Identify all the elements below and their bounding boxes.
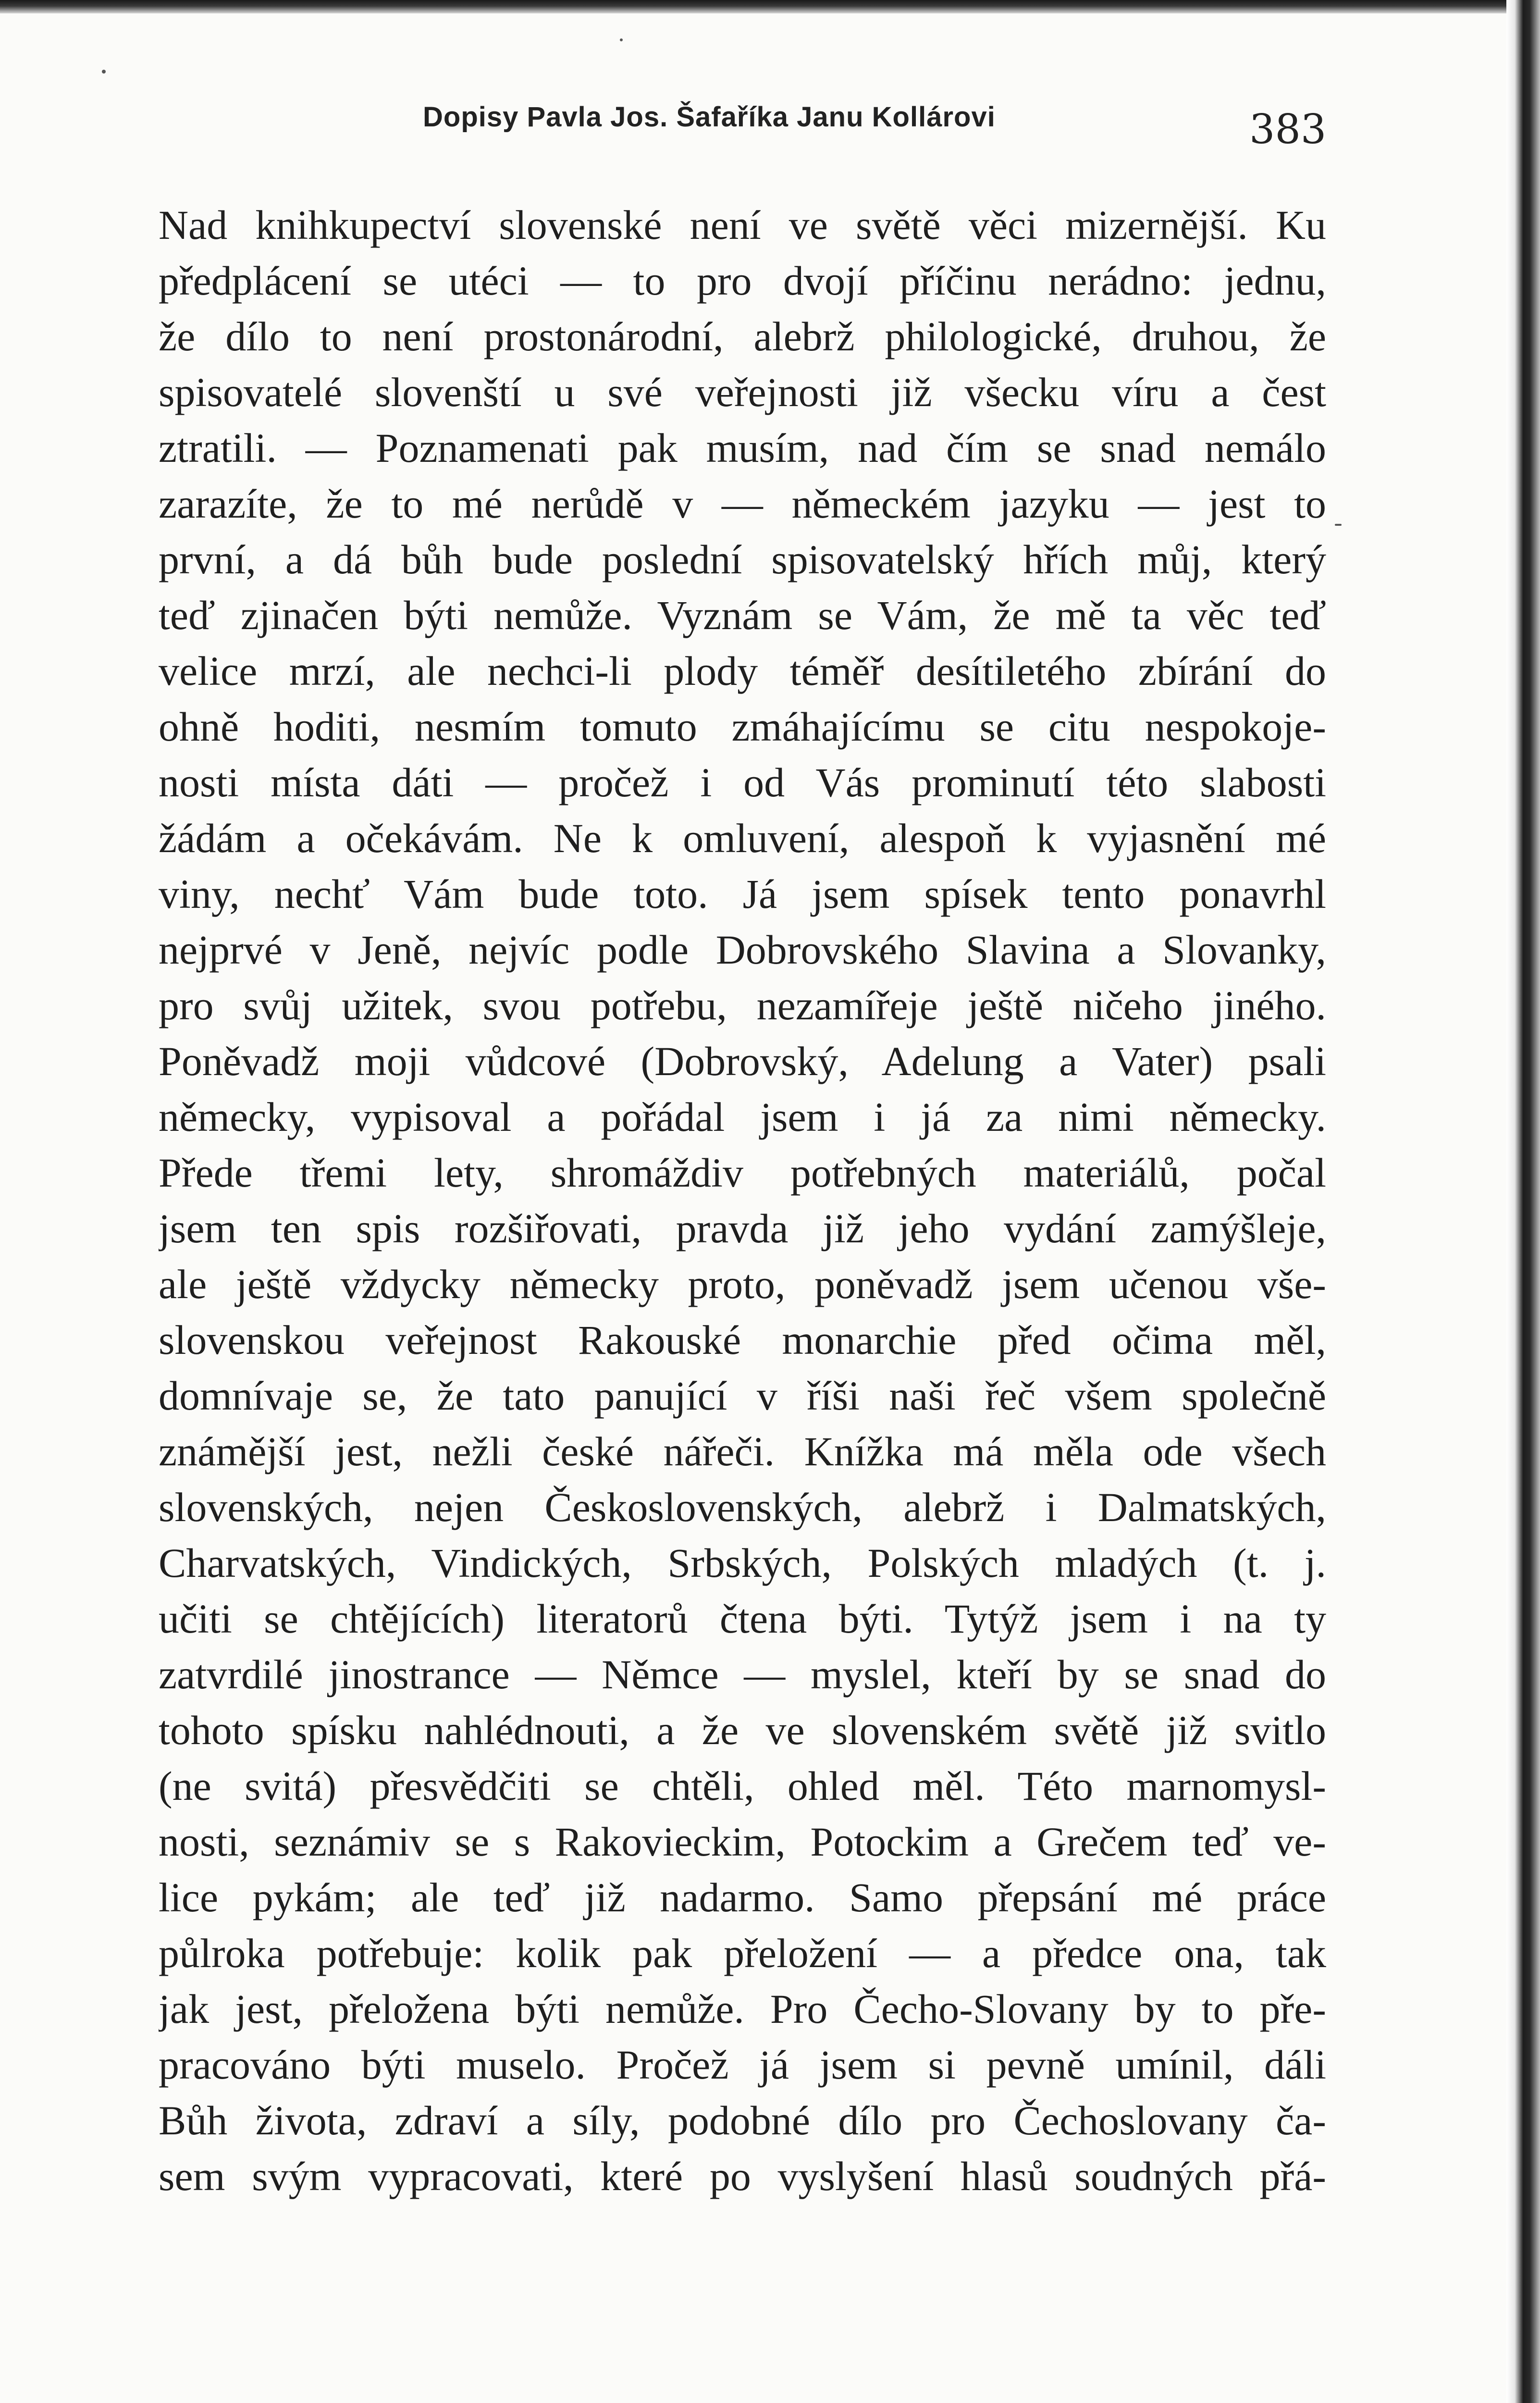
- text-line: tohoto spísku nahlédnouti, a že ve slovenském světě již svitlo: [159, 1707, 1326, 1753]
- paper-speck: [620, 38, 623, 41]
- text-line: žádám a očekávám. Ne k omluvení, alespoň k vyjasnění mé: [159, 815, 1326, 861]
- text-line: jsem ten spis rozšiřovati, pravda již jeho vydání zamýšleje,: [159, 1205, 1326, 1251]
- text-line: Poněvadž moji vůdcové (Dobrovský, Adelung a Vater) psali: [159, 1038, 1326, 1084]
- text-line: že dílo to není prostonárodní, alebrž philologické, druhou, že: [159, 313, 1326, 359]
- text-line: německy, vypisoval a pořádal jsem i já za nimi německy.: [159, 1094, 1326, 1140]
- text-line: učiti se chtějících) literatorů čtena býti. Tytýž jsem i na ty: [159, 1596, 1326, 1642]
- text-line: známější jest, nežli české nářeči. Knížka má měla ode všech: [159, 1428, 1326, 1474]
- text-line: (ne svitá) přesvědčiti se chtěli, ohled měl. Této marnomysl-: [159, 1763, 1326, 1809]
- text-line: ale ještě vždycky německy proto, poněvadž jsem učenou vše-: [159, 1261, 1326, 1307]
- text-line: ohně hoditi, nesmím tomuto zmáhajícímu se citu nespokoje-: [159, 704, 1326, 750]
- page-number: 383: [1249, 106, 1327, 153]
- text-line: slovenských, nejen Československých, alebrž i Dalmatských,: [159, 1484, 1326, 1530]
- text-line: lice pykám; ale teď již nadarmo. Samo přepsání mé práce: [159, 1874, 1326, 1920]
- text-line: nejprvé v Jeně, nejvíc podle Dobrovského Slavina a Slovanky,: [159, 927, 1326, 973]
- text-line: nosti místa dáti — pročež i od Vás prominutí této slabosti: [159, 759, 1326, 805]
- text-line: pracováno býti muselo. Pročež já jsem si pevně umínil, dáli: [159, 2042, 1326, 2088]
- body-text: [159, 197, 1326, 2204]
- book-spine-edge: [1506, 0, 1540, 2403]
- text-line: Bůh života, zdraví a síly, podobné dílo pro Čechoslovany ča-: [159, 2097, 1326, 2143]
- text-line: Charvatských, Vindických, Srbských, Polských mladých (t. j.: [159, 1540, 1326, 1586]
- text-line: slovenskou veřejnost Rakouské monarchie před očima měl,: [159, 1317, 1326, 1363]
- paper-speck: [1335, 524, 1342, 526]
- text-line: předplácení se utéci — to pro dvojí příčinu nerádno: jednu,: [159, 258, 1326, 304]
- text-line: první, a dá bůh bude poslední spisovatelský hřích můj, který: [159, 536, 1326, 582]
- paper-speck: [102, 70, 106, 74]
- running-title: Dopisy Pavla Jos. Šafaříka Janu Kollárovi: [423, 101, 996, 133]
- text-line: nosti, seznámiv se s Rakovieckim, Potockim a Grečem teď ve-: [159, 1819, 1326, 1865]
- text-line: Přede třemi lety, shromáždiv potřebných materiálů, počal: [159, 1150, 1326, 1196]
- text-line: půlroka potřebuje: kolik pak přeložení — a předce ona, tak: [159, 1930, 1326, 1976]
- text-line: jak jest, přeložena býti nemůže. Pro Čecho-Slovany by to pře-: [159, 1986, 1326, 2032]
- text-line: Nad knihkupectví slovenské není ve světě věci mizernější. Ku: [159, 202, 1326, 248]
- text-line: pro svůj užitek, svou potřebu, nezamířeje ještě ničeho jiného.: [159, 982, 1326, 1028]
- text-line: teď zjinačen býti nemůže. Vyznám se Vám, že mě ta věc teď: [159, 592, 1326, 638]
- text-line: zarazíte, že to mé nerůdě v — německém jazyku — jest to: [159, 481, 1326, 527]
- text-line: velice mrzí, ale nechci-li plody téměř desítiletého zbírání do: [159, 648, 1326, 694]
- text-line: sem svým vypracovati, které po vyslyšení hlasů soudných přá-: [159, 2153, 1326, 2199]
- text-line: spisovatelé slovenští u své veřejnosti již všecku víru a čest: [159, 369, 1326, 415]
- page-top-shadow: [0, 0, 1540, 13]
- text-line: viny, nechť Vám bude toto. Já jsem spísek tento ponavrhl: [159, 871, 1326, 917]
- text-line: ztratili. — Poznamenati pak musím, nad čím se snad nemálo: [159, 425, 1326, 471]
- text-line: zatvrdilé jinostrance — Němce — myslel, kteří by se snad do: [159, 1651, 1326, 1697]
- text-line: domnívaje se, že tato panující v říši naši řeč všem společně: [159, 1373, 1326, 1419]
